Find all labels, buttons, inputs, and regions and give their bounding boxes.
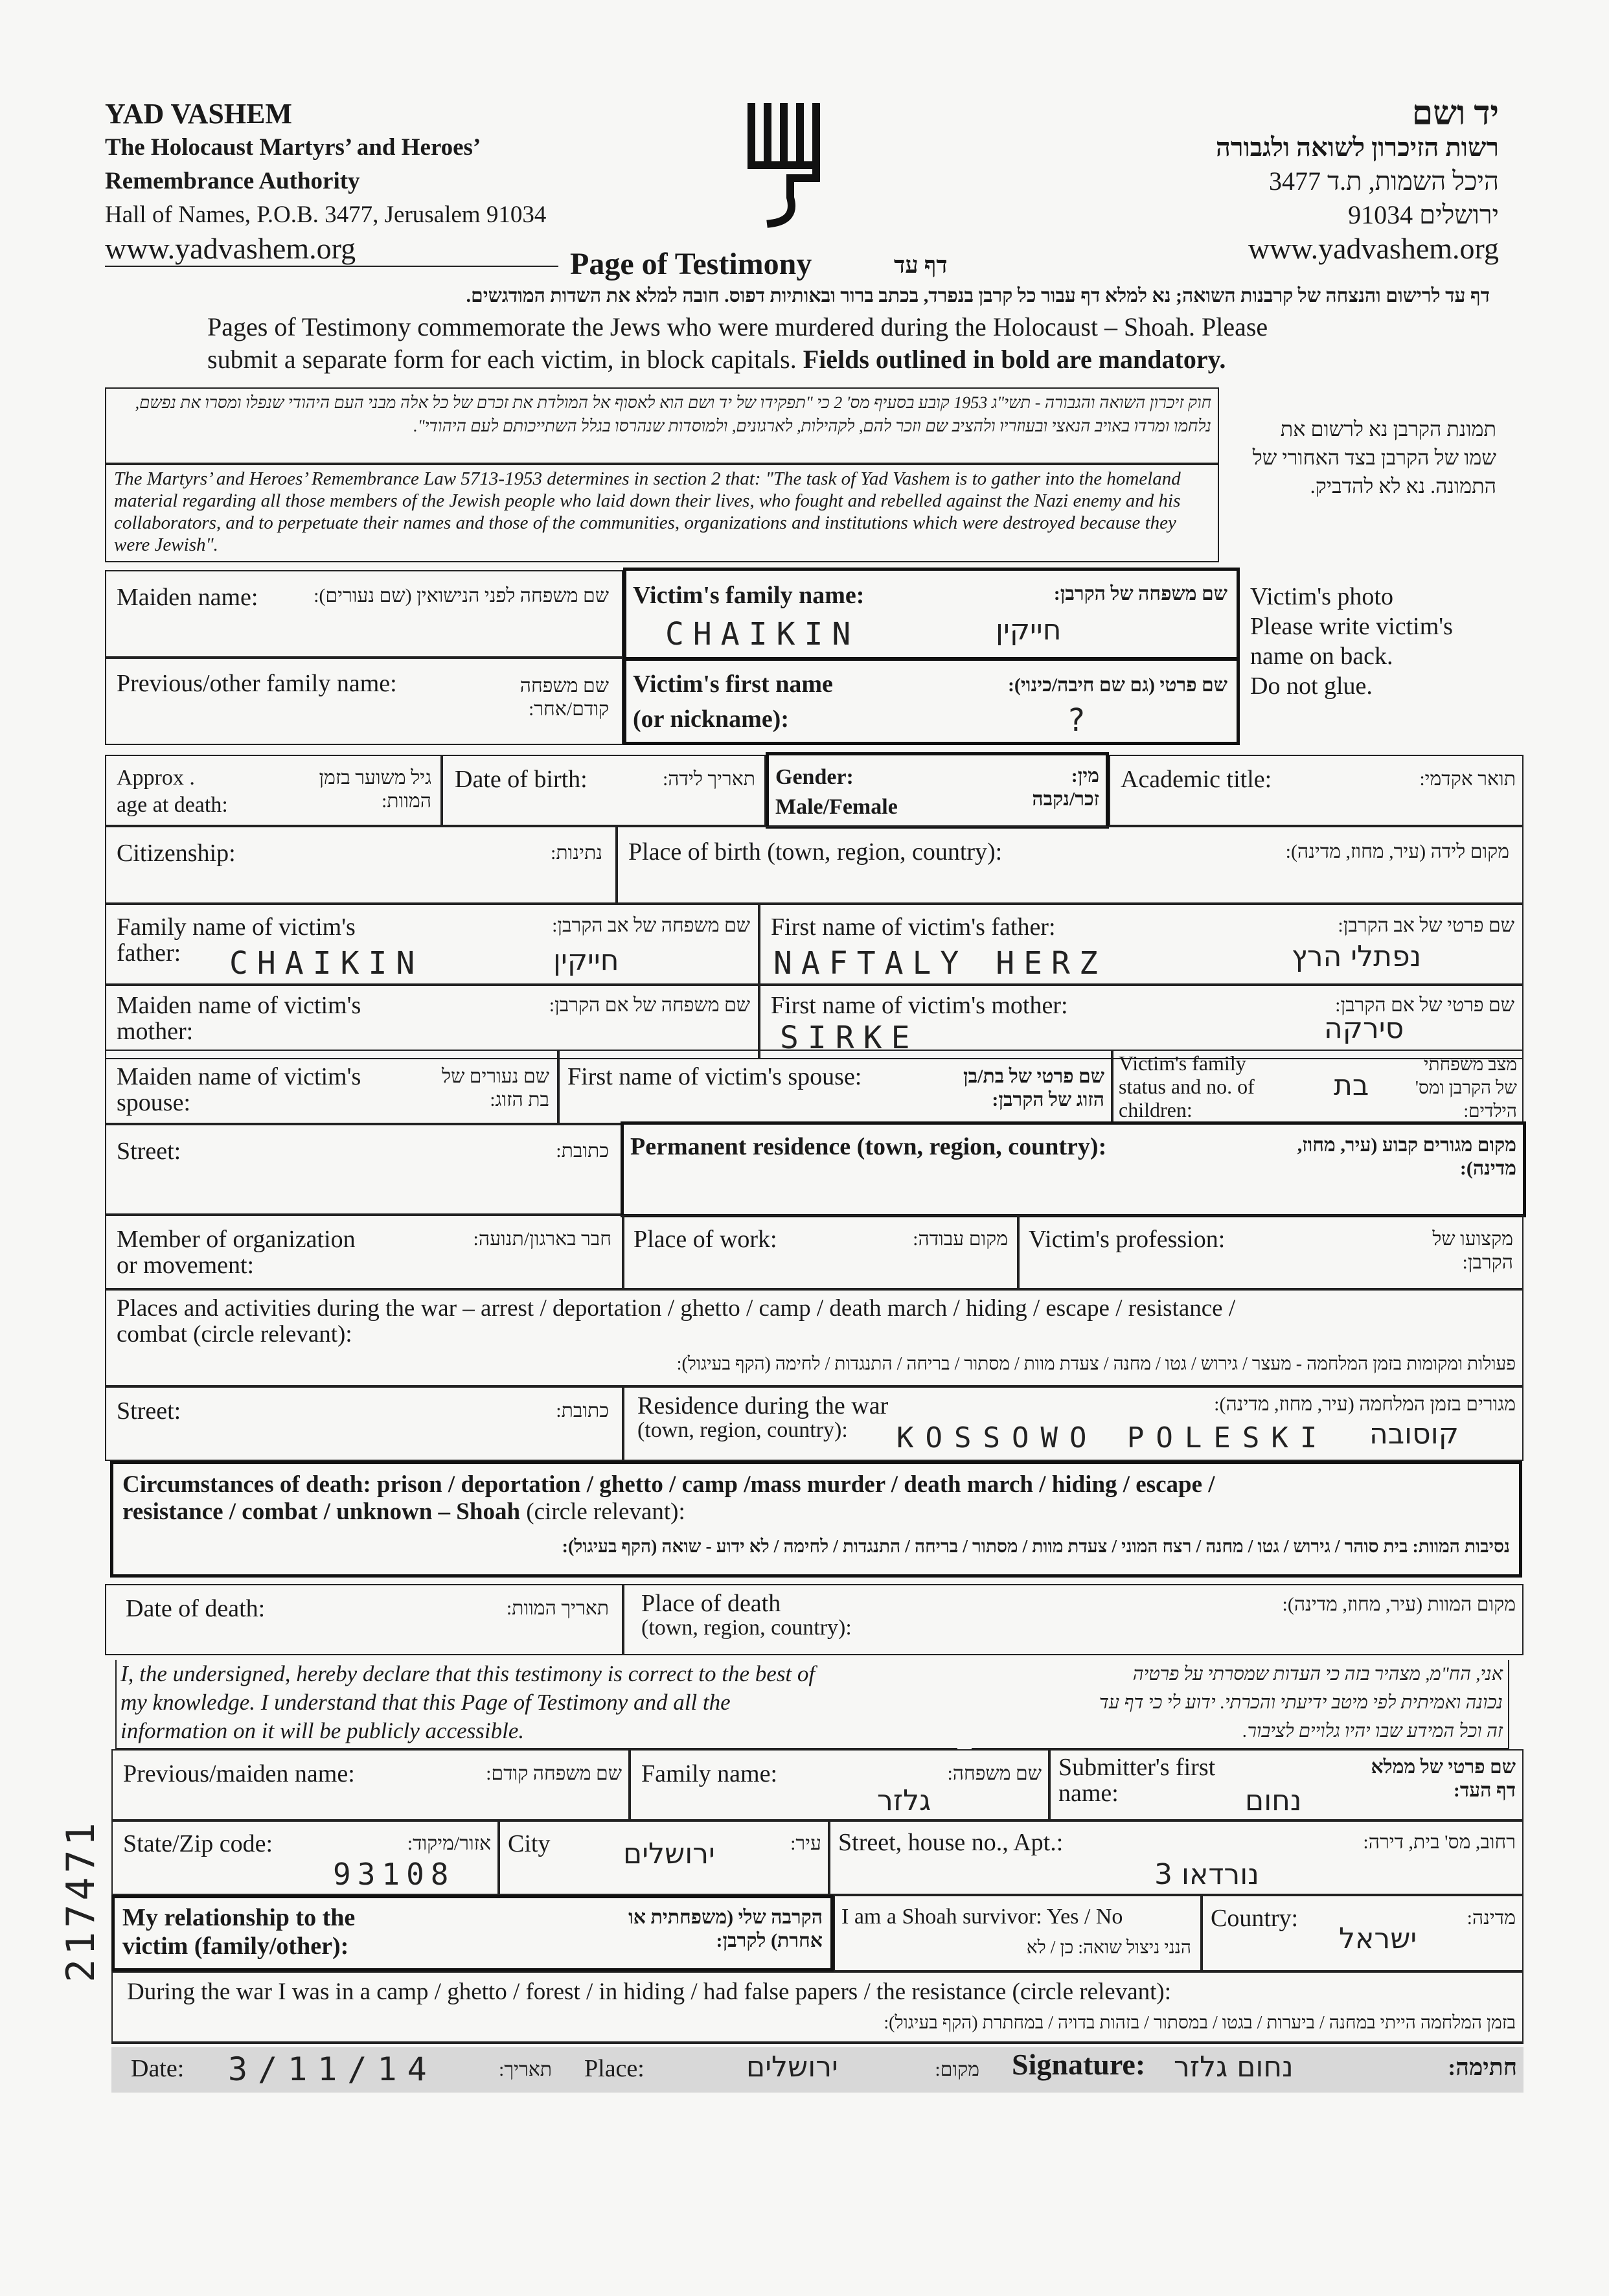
place-of-work-label-he: מקום עבודה: [913, 1228, 1008, 1250]
victim-family-name-label-he: שם משפחה של הקרבן: [1053, 583, 1227, 604]
war-residence-value-he: קוסובה [1369, 1418, 1459, 1451]
mother-maiden-name-label2: mother: [117, 1018, 194, 1045]
org-name-en: YAD VASHEM [105, 98, 292, 130]
organization-label: Member of organization [117, 1226, 356, 1253]
org-website-link[interactable]: www.yadvashem.org [105, 232, 558, 267]
place-of-death-label2: (town, region, country): [641, 1616, 852, 1640]
photo-instructions-he: תמונת הקרבן נא לרשום את שמו של הקרבן בצד האחורי של התמונה. נא לא להדביק. [1252, 417, 1496, 498]
intro-line2-text: submit a separate form for each victim, in block capitals. [207, 345, 797, 374]
circumstances-label-he: נסיבות המוות: בית סוהר / גירוש / גטו / מחנה / רצח המוני / צעדת מוות / מסתור / בריחה / התנגדות / לחימה / לא ידוע - שואה (הקף בעיגול): [562, 1537, 1510, 1557]
spouse-first-name-label-he: שם פרטי של בת/בן הזוג של הקרבן: [963, 1066, 1104, 1110]
submitter-family-name-label: Family name: [641, 1760, 778, 1787]
father-family-name-field[interactable] [105, 904, 759, 985]
war-residence-label2: (town, region, country): [637, 1418, 848, 1442]
yad-vashem-logo-icon [745, 100, 829, 230]
citizenship-label: Citizenship: [117, 840, 236, 867]
declaration-he-line3: זה וכל המידע שבו יהיו גלויים לציבור. [1242, 1721, 1503, 1741]
family-status-label-he: מצב משפחתי של הקרבן ומס' הילדים: [1415, 1055, 1517, 1121]
war-experience-field[interactable] [111, 1971, 1523, 2043]
declaration-he-line1: אני, הח"מ, מצהיר בזה כי העדות שמסרתי על פרטיה [1132, 1664, 1503, 1684]
father-first-name-label: First name of victim's father: [771, 913, 1056, 941]
intro-he: דף עד לרישום והנצחה של קרבנות השואה; נא למלא דף עבור כל קרבן בנפרד, בכתב ברור ובאותיות דפוס. חובה למלא את השדות המודגשים. [466, 285, 1490, 306]
mother-first-name-value-he: סירקה [1324, 1012, 1404, 1045]
war-residence-label-he: מגורים בזמן המלחמה (עיר, מחוז, מדינה): [1214, 1394, 1516, 1415]
signature-row [111, 2043, 1523, 2096]
law-text-he: חוק זיכרון השואה והגבורה - תשי"ג 1953 קובע בסעיף מס' 2 כי "תפקידו של יד ושם הוא לאסוף אל המולדת את זכרם של כל אלה מבני העם היהודי שנפלו ומסרו את נפשם, נלחמו ומרדו באויב הנאצי ובעוזריו ולהציב שם וזכר להם, לקהילות, לארגונים, ולמוסדות שנהרסו בגלל השתייכותם לעם היהודי". [105, 387, 1219, 464]
war-street-field[interactable] [105, 1386, 623, 1461]
submitter-family-name-field[interactable] [630, 1749, 1049, 1820]
citizenship-label-he: נתינות: [551, 842, 602, 864]
victim-family-name-value-he: חייקין [996, 614, 1062, 647]
age-at-death-field[interactable] [105, 755, 442, 826]
intro-line2 [207, 343, 1438, 376]
spouse-first-name-label: First name of victim's spouse: [567, 1063, 862, 1090]
family-status-label: Victim's family [1119, 1051, 1246, 1075]
city-label: City [508, 1830, 551, 1857]
organization-field[interactable] [105, 1215, 623, 1289]
family-status-label2: status and no. of [1119, 1075, 1255, 1098]
war-residence-label: Residence during the war [637, 1392, 889, 1419]
spouse-maiden-name-label2: spouse: [117, 1089, 190, 1116]
date-of-birth-label-he: תאריך לידה: [662, 768, 755, 790]
father-first-name-value-he: נפתלי הרץ [1292, 940, 1422, 973]
submitter-street-field[interactable] [829, 1820, 1523, 1895]
family-status-label3: children: [1119, 1098, 1192, 1121]
org-line1: The Holocaust Martyrs’ and Heroes’ [105, 134, 481, 161]
survivor-label: I am a Shoah survivor: Yes / No [841, 1905, 1123, 1929]
victim-family-name-label: Victim's family name: [633, 582, 865, 609]
submitter-first-name-label2: name: [1058, 1780, 1119, 1807]
submitter-street-label-he: רחוב, מס' בית, דירה: [1363, 1831, 1516, 1853]
war-experience-label-he: בזמן המלחמה הייתי במחנה / ביערות / בגטו / במסתור / בזהות בדויה / במחתרת (הקף בעיגול): [884, 2013, 1516, 2033]
organization-label2: or movement: [117, 1252, 255, 1279]
age-label2: age at death: [117, 793, 228, 817]
gender-label2: Male/Female [775, 795, 898, 819]
org-line2-he: היכל השמות, ת.ד 3477 [1268, 166, 1499, 196]
declaration-he-line2: נכונה ואמיתית לפי מיטב ידיעתי והכרתי. ידוע לי כי דף עד [1099, 1692, 1503, 1713]
father-family-name-value: CHAIKIN [229, 945, 424, 982]
victim-first-name-field[interactable] [623, 658, 1240, 745]
date-label: Date: [131, 2055, 185, 2082]
mother-first-name-field[interactable] [759, 985, 1523, 1059]
submitter-street-value: נורדאו 3 [1154, 1858, 1259, 1891]
gender-field[interactable] [766, 752, 1109, 829]
father-first-name-value: NAFTALY HERZ [773, 945, 1107, 982]
intro-line1: Pages of Testimony commemorate the Jews who were murdered during the Holocaust – Shoah. Please [207, 312, 1268, 341]
previous-family-name-label-he: שם משפחה קודם/אחר: [519, 675, 609, 720]
circumstances-of-death-field[interactable] [110, 1461, 1522, 1578]
header-right [1045, 97, 1499, 266]
circumstances-label2-bold: resistance / combat / unknown – Shoah [122, 1498, 521, 1525]
war-street-label-he: כתובת: [556, 1400, 609, 1421]
place-of-work-label: Place of work: [633, 1226, 777, 1253]
previous-family-name-field[interactable] [105, 658, 623, 745]
victim-family-name-field[interactable] [623, 568, 1240, 660]
submitter-first-name-label: Submitter's first [1058, 1754, 1216, 1781]
signature-label-he: חתימה: [1448, 2054, 1517, 2080]
country-value: ישראל [1339, 1922, 1417, 1955]
war-activities-field[interactable] [105, 1289, 1523, 1386]
permanent-residence-label-he: מקום מגורים קבוע (עיר, מחוז, מדינה): [1297, 1134, 1516, 1179]
photo-line4: Do not glue. [1250, 672, 1373, 700]
submitter-first-name-label-he: שם פרטי של ממלא דף העד: [1371, 1756, 1516, 1801]
street-label-he: כתובת: [556, 1140, 609, 1162]
war-activities-label-he: פעולות ומקומות בזמן המלחמה - מעצר / גירוש / גטו / מחנה / צעדת מוות / מסתור / בריחה / התנגדות / לחימה (הקף בעיגול): [676, 1354, 1516, 1374]
war-residence-value: KOSSOWO POLESKI [896, 1421, 1329, 1454]
spouse-maiden-name-label-he: שם נעורים של בת הזוג: [442, 1066, 549, 1110]
place-of-death-label: Place of death [641, 1590, 781, 1617]
page-title-he: דף עד [894, 252, 948, 278]
org-line3-he: ירושלים 91034 [1348, 200, 1499, 229]
gender-label: Gender: [775, 765, 854, 789]
city-label-he: עיר: [790, 1833, 821, 1854]
academic-title-field[interactable] [1109, 755, 1523, 826]
declaration-en-line3: information on it will be publicly accessible. [120, 1718, 525, 1743]
org-line1-he: רשות הזיכרון לשואה ולגבורה [1215, 133, 1499, 162]
page-title: Page of Testimony [570, 247, 812, 281]
place-label: Place: [584, 2055, 645, 2082]
submitter-previous-name-label-he: שם משפחה קודם: [486, 1763, 622, 1784]
permanent-residence-label: Permanent residence (town, region, country): [630, 1133, 1107, 1160]
street-label: Street: [117, 1138, 181, 1165]
org-line2: Remembrance Authority [105, 168, 360, 194]
date-label-he: תאריך: [499, 2059, 552, 2080]
country-field[interactable] [1202, 1895, 1523, 1971]
circumstances-label: Circumstances of death: prison / deportation / ghetto / camp /mass murder / death march / hiding / escape / [122, 1471, 1215, 1498]
maiden-name-label: Maiden name: [117, 584, 258, 611]
profession-label: Victim's profession: [1029, 1226, 1226, 1253]
place-label-he: מקום: [935, 2059, 979, 2080]
father-family-name-label: Family name of victim's [117, 913, 356, 941]
spouse-first-name-field[interactable] [558, 1050, 1112, 1124]
zip-code-label-he: אזור/מיקוד: [407, 1833, 491, 1854]
maiden-name-label-he: שם משפחה לפני הנישואין (שם נעורים): [314, 585, 609, 606]
place-of-death-label-he: מקום המוות (עיר, מחוז, מדינה): [1282, 1594, 1516, 1615]
victim-first-name-label: Victim's first name [633, 671, 833, 698]
submitter-previous-name-label: Previous/maiden name: [123, 1760, 355, 1787]
permanent-residence-field[interactable] [621, 1121, 1526, 1217]
place-of-birth-label: Place of birth (town, region, country): [628, 838, 1003, 866]
war-activities-label2: combat (circle relevant): [117, 1321, 352, 1348]
war-street-label: Street: [117, 1397, 181, 1425]
profession-label-he: מקצועו של הקרבן: [1432, 1228, 1513, 1273]
org-address: Hall of Names, P.O.B. 3477, Jerusalem 91034 [105, 201, 547, 228]
mother-maiden-name-field[interactable] [105, 985, 759, 1059]
place-of-birth-label-he: מקום לידה (עיר, מחוז, מדינה): [1285, 841, 1509, 862]
family-status-field[interactable] [1112, 1050, 1523, 1124]
declaration-en-line2: my knowledge. I understand that this Page of Testimony and all the [120, 1690, 731, 1715]
date-of-death-label: Date of death: [126, 1595, 266, 1622]
citizenship-field[interactable] [105, 826, 617, 904]
zip-code-value: 93108 [333, 1857, 455, 1892]
circumstances-label2 [122, 1499, 685, 1525]
photo-line2: Please write victim's [1250, 613, 1453, 640]
country-label-he: מדינה: [1466, 1907, 1516, 1929]
date-of-death-label-he: תאריך המוות: [506, 1598, 609, 1619]
signature-label: Signature: [1012, 2048, 1146, 2081]
relationship-field[interactable] [111, 1895, 834, 1971]
mother-first-name-label-he: שם פרטי של אם הקרבן: [1335, 994, 1514, 1016]
submitter-street-label: Street, house no., Apt.: [838, 1829, 1064, 1856]
photo-line1: Victim's photo [1250, 583, 1393, 610]
submitter-family-name-value: גלזר [877, 1784, 931, 1817]
city-value: ירושלים [623, 1837, 715, 1870]
date-value[interactable]: 3/11/14 [228, 2050, 437, 2088]
age-label-he: גיל משוער בזמן המוות: [319, 767, 431, 812]
place-of-work-field[interactable] [623, 1215, 1018, 1289]
submitter-family-name-label-he: שם משפחה: [947, 1763, 1042, 1784]
spouse-maiden-name-label: Maiden name of victim's [117, 1063, 361, 1090]
father-family-name-label-he: שם משפחה של אב הקרבן: [552, 915, 750, 936]
law-text-en: The Martyrs’ and Heroes’ Remembrance Law 5713-1953 determines in section 2 that: "The task of Yad Vashem is to gather into the homeland material regarding all those members of the Jewish people who laid down their lives, who fought and rebelled against the Nazi enemy and his collaborators, and to perpetuate their names and those of the communities, organizations and institutions which were destroyed because they were Jewish". [105, 464, 1219, 562]
mother-maiden-name-label: Maiden name of victim's [117, 992, 361, 1019]
victim-first-name-value: ? [1067, 702, 1095, 739]
date-of-birth-field[interactable] [442, 755, 766, 826]
submitter-previous-name-field[interactable] [111, 1749, 630, 1820]
profession-field[interactable] [1018, 1215, 1523, 1289]
war-residence-field[interactable] [623, 1386, 1523, 1461]
photo-line3: name on back. [1250, 643, 1393, 670]
org-website-link-he[interactable]: www.yadvashem.org [1248, 232, 1499, 265]
intro-en [207, 311, 1438, 376]
father-family-name-label2: father: [117, 939, 181, 967]
country-label: Country: [1211, 1905, 1299, 1932]
org-name-he: יד ושם [1411, 95, 1499, 132]
signature-value[interactable]: נחום גלזר [1174, 2050, 1294, 2084]
relationship-label2: victim (family/other): [122, 1933, 349, 1960]
intro-mandatory-note: Fields outlined in bold are mandatory. [803, 345, 1226, 374]
declaration-en-line1: I, the undersigned, hereby declare that this testimony is correct to the best of [120, 1661, 816, 1686]
place-of-birth-field[interactable] [617, 826, 1523, 904]
relationship-label-he: הקרבה שלי (משפחתית או אחרת) לקרבן: [628, 1907, 823, 1951]
previous-family-name-label: Previous/other family name: [117, 670, 397, 697]
war-experience-label: During the war I was in a camp / ghetto / forest / in hiding / had false papers / the resistance (circle relevant): [127, 1979, 1172, 2005]
victim-first-name-label2: (or nickname): [633, 706, 789, 733]
mother-maiden-name-label-he: שם משפחה של אם הקרבן: [549, 994, 750, 1016]
submitter-first-name-value: נחום [1245, 1784, 1302, 1817]
circumstances-label2-note: (circle relevant): [526, 1498, 685, 1525]
victim-family-name-value: CHAIKIN [665, 616, 860, 652]
organization-label-he: חבר בארגון/תנועה: [473, 1228, 611, 1250]
father-family-name-value-he: חייקין [553, 944, 619, 977]
place-value[interactable]: ירושלים [746, 2050, 838, 2084]
academic-title-label-he: תואר אקדמי: [1419, 768, 1516, 790]
place-of-death-field[interactable] [623, 1584, 1523, 1655]
family-status-value: בת [1334, 1069, 1369, 1102]
photo-instructions [1250, 582, 1509, 701]
street-field[interactable] [105, 1124, 623, 1215]
victim-first-name-label-he: שם פרטי (גם שם חיבה/כינוי): [1007, 674, 1227, 696]
father-first-name-label-he: שם פרטי של אב הקרבן: [1338, 915, 1514, 936]
spouse-maiden-name-field[interactable] [105, 1050, 558, 1124]
declaration-he [972, 1660, 1509, 1749]
gender-label-he: מין: זכר/נקבה [1032, 765, 1099, 810]
mother-first-name-label: First name of victim's mother: [771, 992, 1068, 1019]
declaration-en [115, 1660, 957, 1749]
date-of-death-field[interactable] [105, 1584, 623, 1655]
survivor-field[interactable] [834, 1895, 1202, 1971]
maiden-name-field[interactable] [105, 570, 623, 658]
academic-title-label: Academic title: [1121, 766, 1272, 793]
zip-code-label: State/Zip code: [123, 1830, 273, 1857]
mother-first-name-value: SIRKE [780, 1020, 919, 1056]
submitter-first-name-field[interactable] [1049, 1749, 1523, 1820]
margin-handwritten-number: 217471 [58, 1819, 104, 1982]
survivor-label-he: הנני ניצול שואה: כן / לא [1026, 1938, 1191, 1958]
war-activities-label: Places and activities during the war – arrest / deportation / ghetto / camp / death march / hiding / escape / resistance / [117, 1295, 1236, 1322]
header-left [105, 97, 558, 267]
father-first-name-field[interactable] [759, 904, 1523, 985]
relationship-label: My relationship to the [122, 1904, 356, 1931]
city-field[interactable] [499, 1820, 829, 1895]
zip-code-field[interactable] [111, 1820, 499, 1895]
age-label: Approx . [117, 766, 195, 790]
date-of-birth-label: Date of birth: [455, 766, 588, 793]
